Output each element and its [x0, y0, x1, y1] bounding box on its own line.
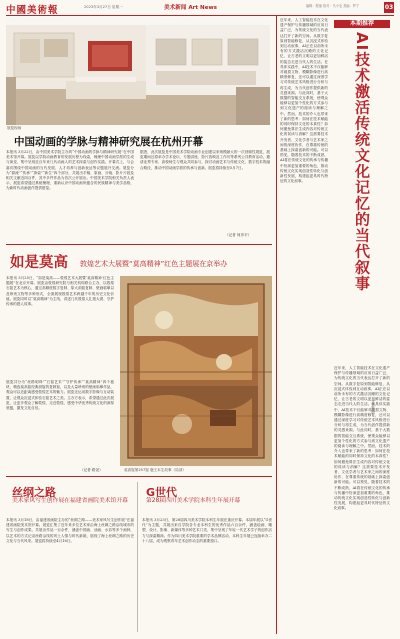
mural-image	[120, 276, 272, 466]
story1-byline: （记者 何彦平）	[225, 233, 252, 237]
story2-byline: （记者 路尧）	[80, 468, 103, 472]
dateline: 2023年3月27日 星期一	[84, 5, 123, 9]
mural-caption: 莫高窟第257窟 鹿王本生故事（局部）	[124, 468, 186, 472]
section-title: 美术新闻 Art News	[164, 5, 218, 11]
story4-headline: G世代	[146, 486, 178, 499]
page-number: 03	[384, 4, 394, 11]
section-divider-2	[6, 476, 272, 477]
story4-subhead: 第28届四川美术学院本科生年展开幕	[146, 498, 241, 504]
section-divider	[6, 244, 272, 245]
story2-column-2: 展览共分为“丝路明珠”“石窟艺术”“守护传承”“莫高精神”四个板块，精选莫高窟经典洞窟的复制窟，以及大量珍贵的壁画临摹作品，观众可以近距离感受敦煌艺术的魅力。展览还运用数字影像与互动装置，让观众沉浸式体验石窟艺术之美。主办方表示，希望通过此次展览，让更多观众了解敦煌、走近敦煌，感受中华优秀传统文化的深厚底蕴，激发文化自信。	[6, 380, 114, 411]
right-column-rule	[276, 16, 277, 634]
story5-headline: AI技术激活传统文化记忆的当代叙事	[353, 32, 371, 292]
story3-headline: 丝纲之路	[12, 486, 56, 499]
editor-info: 编辑：程丽 校对：马小毛 美编：罗宁	[306, 4, 360, 8]
column-divider	[137, 482, 138, 632]
story3-subhead: 美术家风写生创作展在福建省画院美术馆开幕	[12, 498, 128, 504]
newspaper-logo: 中國美術報	[6, 5, 59, 16]
story1-column-2: 据悉，此次展览是中国美术学院动画专业创建以来规模最大的一次回顾性展览，展览期间还将举办学术论坛、专题讲座、影片放映及工作坊等系列公共教育活动，邀请业界专家、高校师生与观众共同参与，探讨动画艺术与传统文化、数字技术的融合路径，推动中国动画学派的传承与创新。展览将持续至5月7日。	[140, 150, 270, 170]
story5-body: 近年来，人工智能技术在文化遗产保护与传播领域的应用日益广泛，为传统文化的当代表达打开了新的空间。从数字复原到智能修复，从沉浸式体验到互动叙事，AI正在以前所未有的方式激活沉睡的文化记忆，让古老的文明以更加鲜活的姿态走进当代人的生活。在具体实践中，AI技术不仅能够对破损文物、模糊影像进行高精度修复，还可以通过深度学习对传统艺术风格进行分析与再生成，为当代创作提供新的灵感来源。与此同时，基于大数据的智能交互系统，使观众能够以更加个性化的方式参与到文化遗产的阅读与理解之中。然而，技术的介入也带来了新的思考：如何在技术赋能的同时保持文化的本真性？如何避免算法生成内容对传统文化的误读与消解？这需要技术开发者、文化学者与艺术家之间的深度协作，在尊重传统的基础上探索创新的可能。可以预见，随着技术的不断成熟，AI将在传统文化的传承与传播中扮演更加重要的角色，推动传统文化实现创造性转化与创新性发展，构建起更具时代特征的文化叙事。	[280, 18, 328, 184]
story1-column-1: 本报讯 3月22日，由中国美术学院主办的“中国动画的学脉与精神研究展”在中国美术馆开幕。展览以学院动画教育的发展历程为线索，梳理中国动画学派的生成与演变，集中呈现近百年来几代动画人的艺术探索与创作实践。开幕式上，与会嘉宾围绕中国动画的当代发展、人才培养与创新表达等议题展开交流。展览分为“源流”“传承”“探索”“新生”四个部分，共展出手稿、原画、分镜、影片片段及相关文献近四百件，其中多件作品为首次公开展出。中国美术学院相关负责人表示，展览希望通过系统梳理，重新认识中国动画所蕴含的民族精神与美学品格，为新时代动画创作提供借鉴。	[6, 150, 134, 191]
exhibition-hall-image	[6, 17, 270, 125]
story1-headline: 中国动画的学脉与精神研究展在杭州开幕	[14, 136, 203, 148]
story2-column-1: 本报讯 3月25日，“如是莫高——敦煌艺术大展暨‘莫高精神’红色主题展”在北京开幕。展览由敦煌研究院与相关机构联合主办，以敦煌石窟艺术为核心，通过高精度数字复制、原大洞窟复制、壁画临摹以及珍贵文物等多种形式，全面展现敦煌艺术跨越千年的历史文化价值。展览同时以“莫高精神”为主线，讲述几代敦煌人扎根大漠、守护传承的感人故事。	[6, 276, 114, 307]
story4-body: 本报讯 3月23日，第28届四川美术学院本科生年展在重庆开幕。本届年展以“G世代”为主题，共展出来自学院各专业本科生的优秀作品六百余件，涵盖绘画、雕塑、设计、影像、新媒体等多种艺术门类，集中呈现了年轻一代艺术学子的创作活力与探索精神。作为四川美术学院重要的学术品牌活动，本科生年展已连续举办二十八届，成为观察青年艺术创作动态的重要窗口。	[142, 518, 272, 543]
recommend-tag: 本期推荐	[334, 20, 390, 28]
story2-subhead: 敦煌艺术大展暨“莫高精神”红色主题展在京举办	[80, 260, 228, 268]
story5-continued: 近年来，人工智能技术在文化遗产保护与传播领域的应用日益广泛，为传统文化的当代表达打开了新的空间。从数字复原到智能修复，从沉浸式体验到互动叙事，AI正在以前所未有的方式激活沉睡的文化记忆，让古老的文明以更加鲜活的姿态走进当代人的生活。在具体实践中，AI技术不仅能够对破损文物、模糊影像进行高精度修复，还可以通过深度学习对传统艺术风格进行分析与再生成，为当代创作提供新的灵感来源。与此同时，基于大数据的智能交互系统，使观众能够以更加个性化的方式参与到文化遗产的阅读与理解之中。然而，技术的介入也带来了新的思考：如何在技术赋能的同时保持文化的本真性？如何避免算法生成内容对传统文化的误读与消解？这需要技术开发者、文化学者与艺术家之间的深度协作，在尊重传统的基础上探索创新的可能。可以预见，随着技术的不断成熟，AI将在传统文化的传承与传播中扮演更加重要的角色，推动传统文化实现创造性转化与创新性发展，构建起更具时代特征的文化叙事。	[334, 366, 390, 511]
photo-credit: 展览现场	[7, 126, 22, 130]
masthead	[6, 2, 394, 16]
story3-body: 本报讯 3月18日，由福建省画院主办的“丝纲之路——美术家风写生创作展”在福建省画院美术馆开幕。展览汇集了近年来多位艺术家沿海上丝绸之路沿线城市的写生与创作成果，共展出作品一百余件，涵盖中国画、油画、水彩等多个画种，以艺术的方式记录丝路沿线的风土人情与时代新貌，展现了海上丝绸之路的历史文化与当代风采。展览将持续至4月16日。	[6, 518, 134, 543]
dunhuang-mural-photo	[120, 276, 272, 466]
exhibition-photo	[6, 17, 270, 125]
story2-headline: 如是莫高	[10, 255, 68, 271]
story5-author: 文/朱宸	[371, 400, 376, 414]
